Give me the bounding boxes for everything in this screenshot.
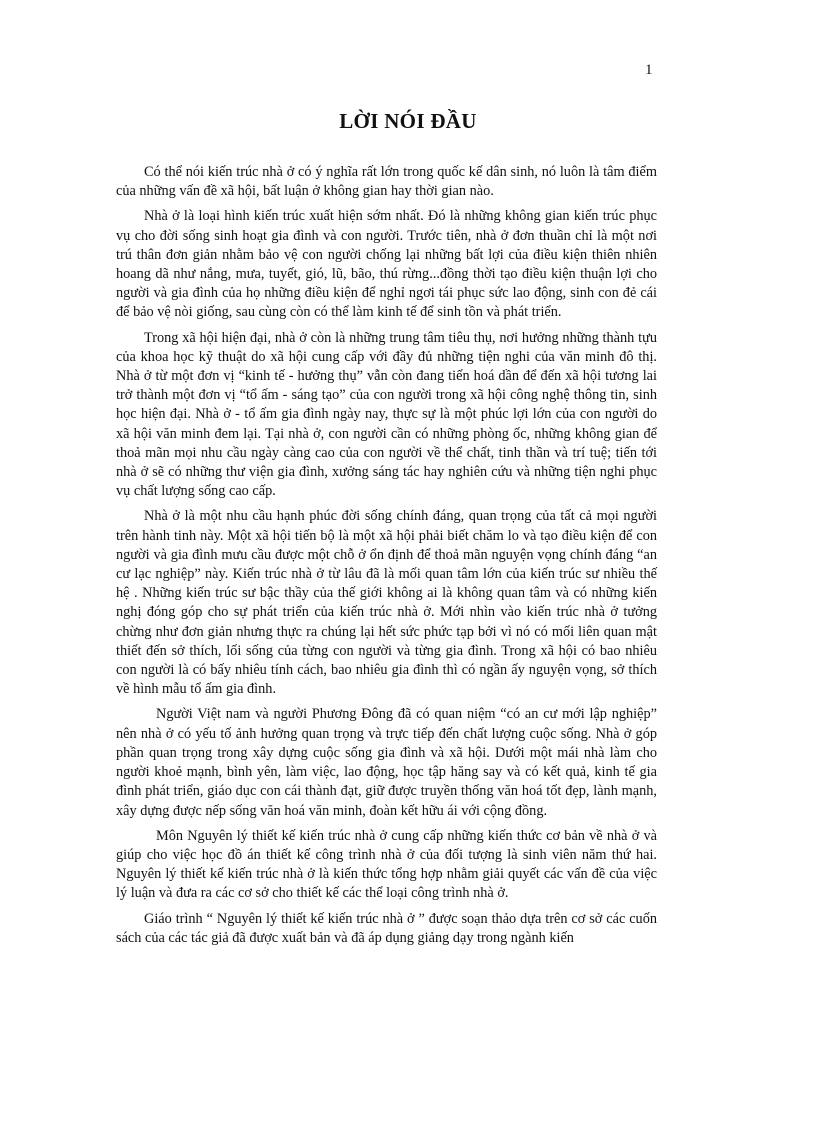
page-number: 1 (645, 62, 653, 78)
page-title: LỜI NÓI ĐẦU (339, 109, 477, 133)
paragraph-eastern-view: Người Việt nam và người Phương Đông đã có quan niệm “có an cư mới lập nghiệp” nên nhà ở có yếu tố ảnh hưởng quan trọng và trực tiếp đến chất lượng cuộc sống. Nhà ở góp phần quan trọng trong xây dựng cuộc sống gia đình và xã hội. Dưới một mái nhà làm cho người khoẻ mạnh, bình yên, làm việc, lao động, học tập hăng say và có kết quả, kinh tế gia đình phát triển, giáo dục con cái thành đạt, giữ được truyền thống văn hoá tốt đẹp, lành mạnh, xây dựng được nếp sống văn hoá văn minh, đoàn kết hữu ái với cộng đồng. (116, 706, 657, 819)
paragraph-origin: Nhà ở là loại hình kiến trúc xuất hiện sớm nhất. Đó là những không gian kiến trúc phục vụ cho đời sống sinh hoạt gia đình và con người. Trước tiên, nhà ở đơn thuần chỉ là một nơi trú thân đơn giản nhằm bảo vệ con người chống lại những bất lợi của điều kiện thiên nhiên hoang dã như nắng, mưa, tuyết, gió, lũ, bão, thú rừng...đồng thời tạo điều kiện thuận lợi cho người và gia đình của họ những điều kiện để nghỉ ngơi tái phục sức lao động, sinh con đẻ cái để bảo vệ nòi giống, sau cùng còn có thể làm kinh tế để sinh tồn và phát triển. (116, 208, 657, 321)
paragraph-textbook: Giáo trình “ Nguyên lý thiết kế kiến trúc nhà ở ” được soạn thảo dựa trên cơ sở các cuốn sách của các tác giả đã được xuất bản và đã áp dụng giảng dạy trong ngành kiến (116, 910, 657, 946)
paragraph-intro: Có thể nói kiến trúc nhà ở có ý nghĩa rất lớn trong quốc kế dân sinh, nó luôn là tâm điểm của những vấn đề xã hội, bất luận ở không gian hay thời gian nào. (116, 164, 657, 200)
paragraph-housing-need: Nhà ở là một nhu cầu hạnh phúc đời sống chính đáng, quan trọng của tất cả mọi người trên hành tinh này. Một xã hội tiến bộ là một xã hội phải biết chăm lo và tạo điều kiện để con người và gia đình mưu cầu được một chỗ ở ổn định để thoả mãn nguyện vọng chính đáng “an cư lạc nghiệp” này. Kiến trúc nhà ở từ lâu đã là mối quan tâm lớn của kiến trúc sư nhiều thế hệ . Những kiến trúc sư bậc thầy của thế giới không ai là không quan tâm và có những kiến nghị đóng góp cho sự phát triển của kiến trúc nhà ở. Mới nhìn vào kiến trúc nhà ở tưởng chừng như đơn giản nhưng thực ra chúng lại hết sức phức tạp bởi vì nó có mối liên quan mật thiết đến sở thích, lối sống của từng con người và từng gia đình. Trong xã hội có bao nhiêu con người là có bấy nhiêu tính cách, bao nhiêu gia đình thì có ngần ấy nguyện vọng, sở thích về hình mẫu tổ ấm gia đình. (116, 508, 657, 698)
paragraph-course-description: Môn Nguyên lý thiết kế kiến trúc nhà ở cung cấp những kiến thức cơ bản về nhà ở và giúp cho việc học đồ án thiết kế công trình nhà ở của đối tượng là sinh viên năm thứ hai. Nguyên lý thiết kế kiến trúc nhà ở là kiến thức tổng hợp nhằm giải quyết các vấn đề của việc lý luận và đưa ra các cơ sở cho thiết kế các thể loại công trình nhà ở. (116, 827, 657, 902)
body-text (116, 163, 657, 954)
paragraph-modern-society: Trong xã hội hiện đại, nhà ở còn là những trung tâm tiêu thụ, nơi hưởng những thành tựu của khoa học kỹ thuật do xã hội cung cấp với đầy đủ những tiện nghi của văn minh đô thị. Nhà ở từ một đơn vị “kinh tế - hưởng thụ” vẫn còn đang tiến hoá dần để đến xã hội tương lai trở thành một đơn vị “tổ ấm - sáng tạo” của con người trong xã hội công nghệ thông tin, sinh học hiện đại. Nhà ở - tổ ấm gia đình ngày nay, thực sự là một phúc lợi lớn của con người do xã hội văn minh đem lại. Tại nhà ở, con người cần có những phòng ốc, những không gian để thoả mãn mọi nhu cầu ngày càng cao của con người về thể chất, tinh thần và trí tuệ; tiến tới nhà ở sẽ có những thư viện gia đình, xưởng sáng tác hay nghiên cứu và những tiện nghi phục vụ chất lượng sống cao cấp. (116, 329, 657, 500)
